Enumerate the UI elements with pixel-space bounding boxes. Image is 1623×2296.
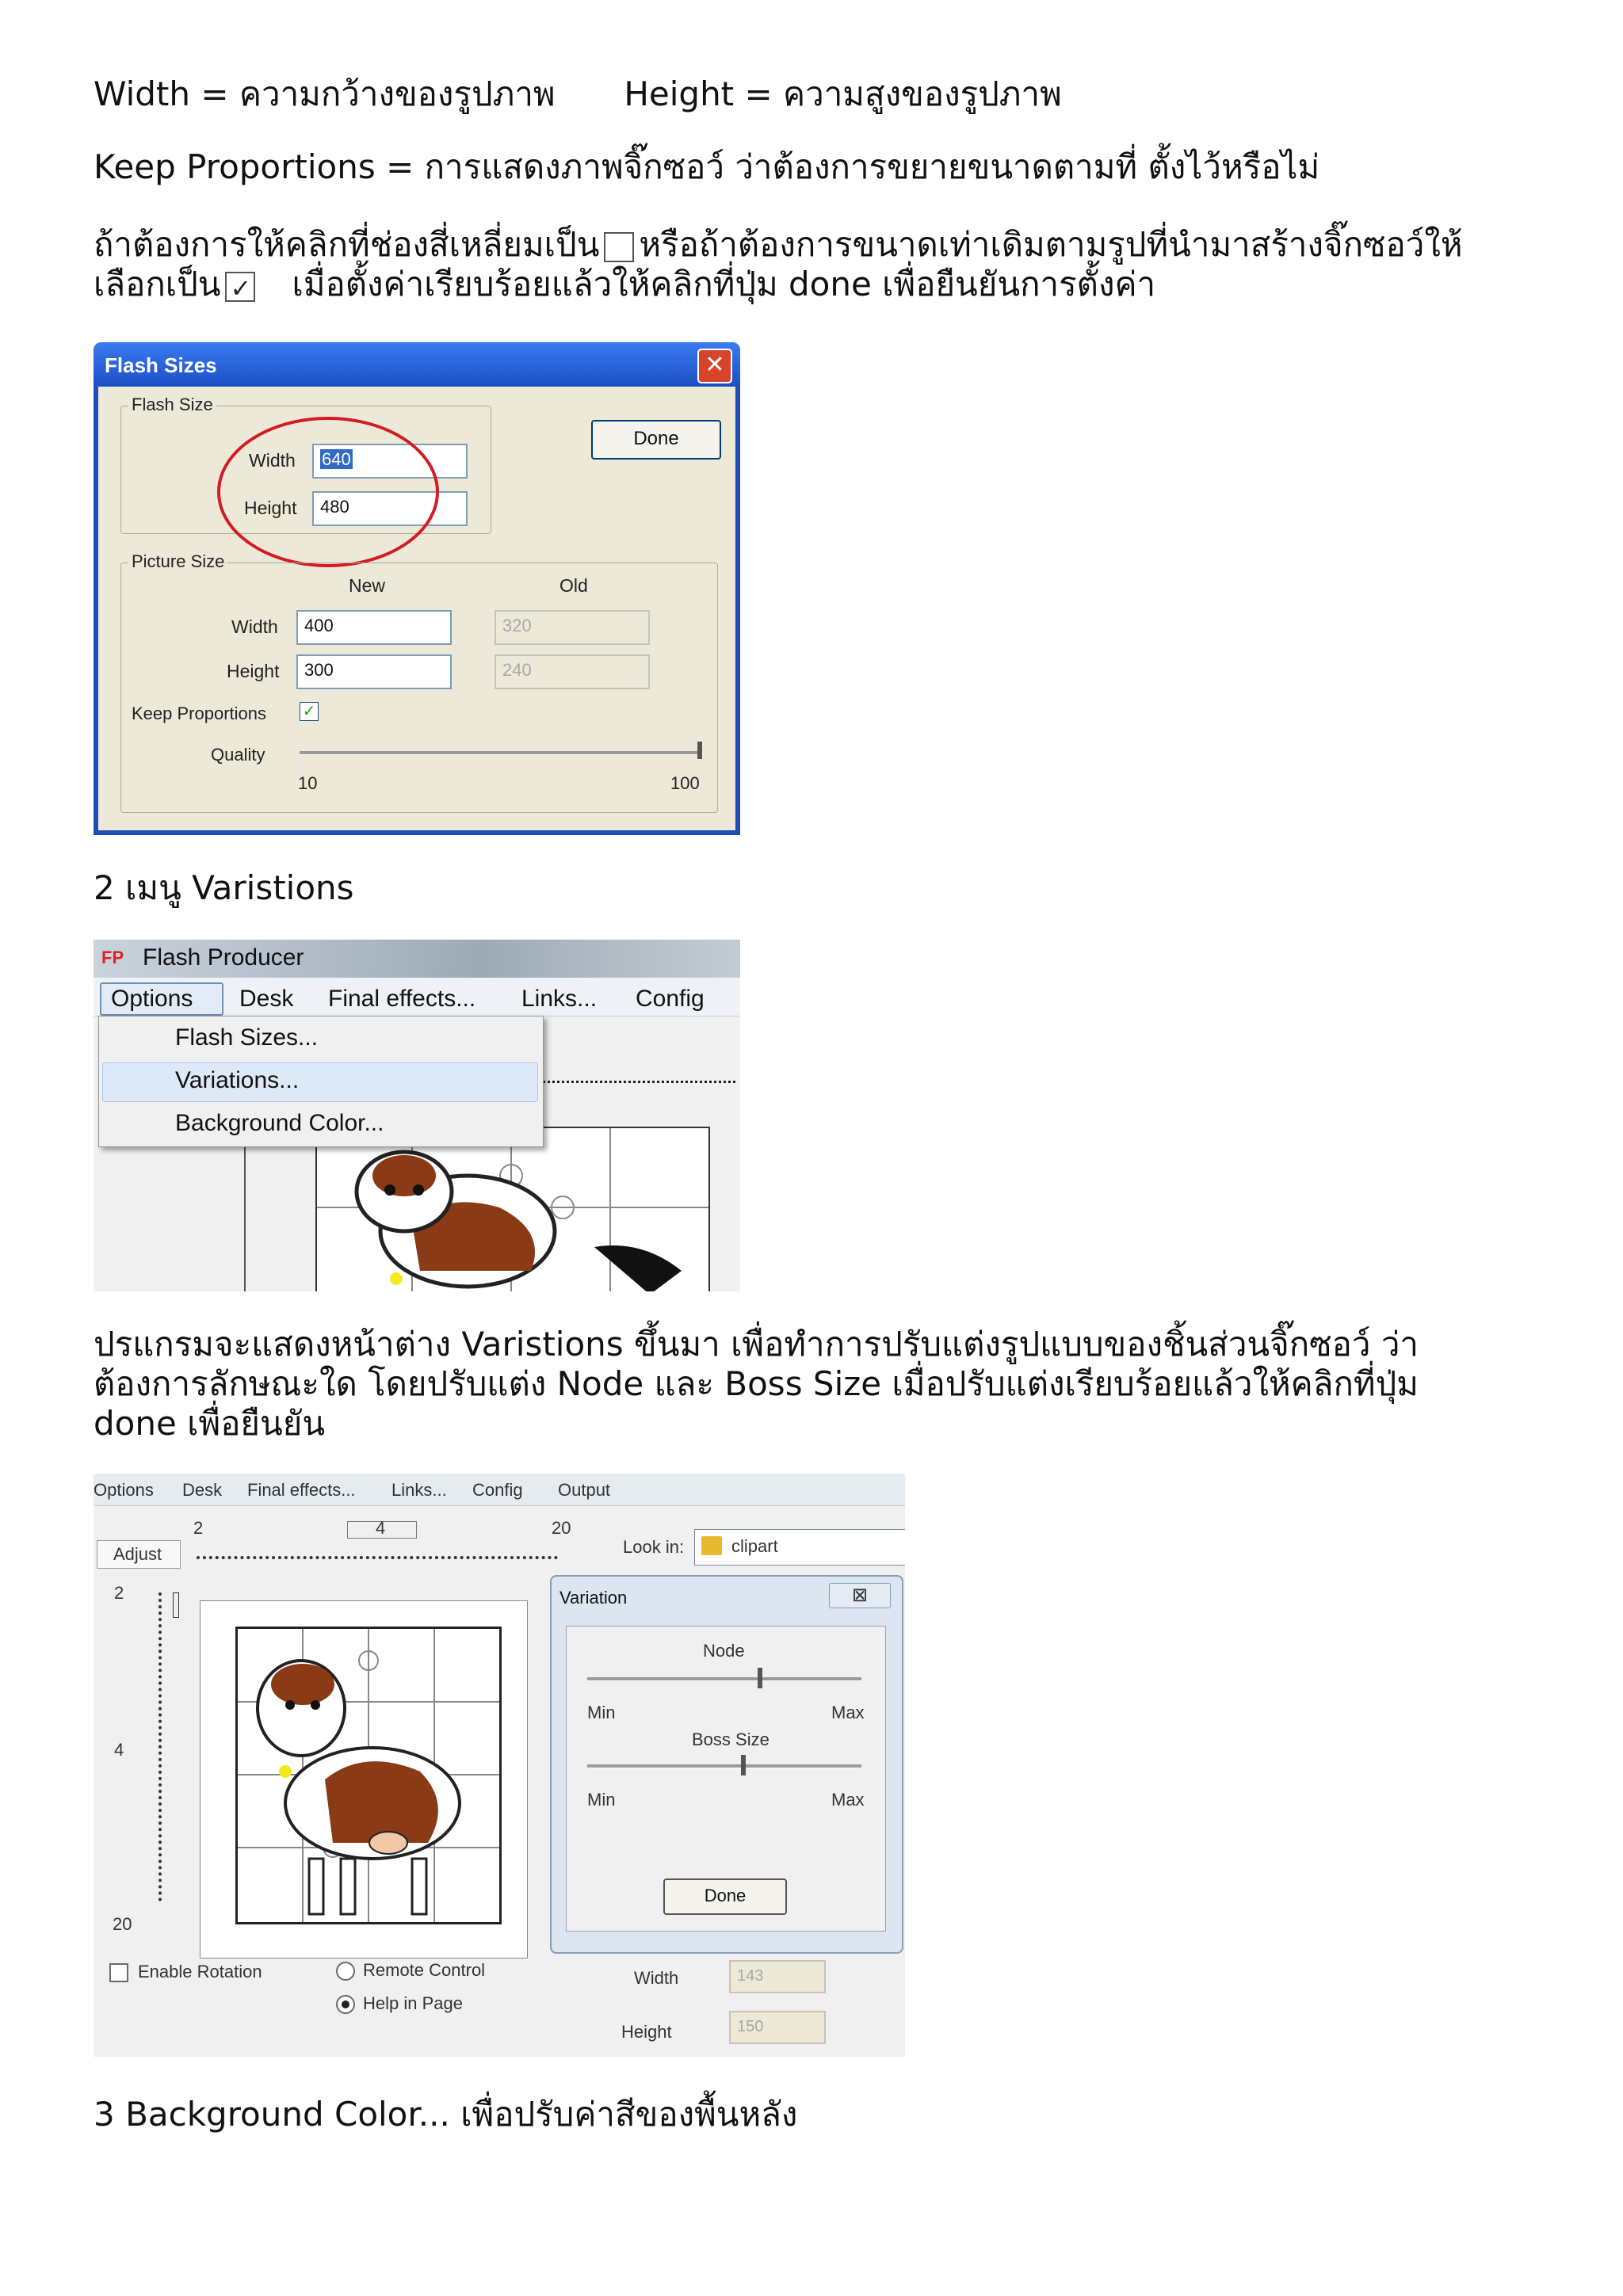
jigsaw-cow-image xyxy=(238,1629,499,1922)
old-column-header: Old xyxy=(559,575,588,596)
node-min-label: Min xyxy=(587,1703,616,1722)
ruler-tick: 2 xyxy=(193,1518,204,1538)
menu-desk[interactable]: Desk xyxy=(182,1480,223,1500)
quality-max-label: 100 xyxy=(670,773,700,793)
flash-sizes-screenshot xyxy=(94,342,740,835)
jigsaw-board xyxy=(235,1627,502,1924)
width-label: Width xyxy=(249,450,296,471)
app-logo-icon: FP xyxy=(101,948,124,967)
instruction-text: ถ้าต้องการให้คลิกที่ช่องสี่เหลี่ยมเป็น xyxy=(94,225,600,264)
section-heading-variations: 2 เมนู Varistions xyxy=(94,868,354,907)
paragraph-variation-line3: done เพื่อยืนยัน xyxy=(94,1404,326,1443)
menu-output[interactable]: Output xyxy=(558,1480,611,1500)
keep-proportions-label: Keep Proportions xyxy=(132,704,266,723)
quality-min-label: 10 xyxy=(298,773,318,793)
adjust-tab[interactable] xyxy=(97,1540,181,1569)
menu-item-background-color[interactable]: Background Color... xyxy=(175,1110,384,1136)
enable-rotation-checkbox[interactable] xyxy=(109,1963,128,1982)
height-field: 150 xyxy=(729,2011,826,2044)
ruler-tick: 20 xyxy=(552,1518,571,1538)
width-field: 143 xyxy=(729,1960,826,1993)
puzzle-frame xyxy=(200,1600,528,1958)
ruler xyxy=(537,1081,735,1085)
look-in-label: Look in: xyxy=(623,1537,685,1557)
boss-size-label: Boss Size xyxy=(692,1730,769,1749)
options-dropdown xyxy=(98,1016,544,1147)
menu-final-effects[interactable]: Final effects... xyxy=(328,986,476,1012)
dialog-titlebar xyxy=(94,342,740,387)
menu-final-effects[interactable]: Final effects... xyxy=(247,1480,356,1500)
instruction-text: เลือกเป็น xyxy=(94,265,221,303)
dialog-title: Flash Sizes xyxy=(105,353,217,377)
picture-height-old-field: 240 xyxy=(495,654,650,689)
width-label: Width xyxy=(634,1968,679,1988)
menu-screenshot xyxy=(94,940,740,1291)
node-max-label: Max xyxy=(831,1703,865,1722)
quality-slider-thumb[interactable] xyxy=(697,742,702,759)
jigsaw-preview xyxy=(315,1127,710,1291)
paragraph-width-height xyxy=(94,74,1062,114)
ruler-horizontal xyxy=(197,1556,558,1561)
menu-item-flash-sizes[interactable]: Flash Sizes... xyxy=(175,1024,319,1051)
jigsaw-cow-image xyxy=(317,1128,708,1291)
selected-text: 640 xyxy=(322,449,351,469)
picture-width-new-input[interactable]: 400 xyxy=(296,610,452,645)
group-label: Flash Size xyxy=(128,395,216,415)
menu-desk[interactable]: Desk xyxy=(239,986,294,1012)
highlight-circle xyxy=(217,417,439,567)
boss-size-slider-thumb[interactable] xyxy=(741,1755,746,1775)
help-in-page-radio[interactable] xyxy=(336,1995,355,2014)
quality-label: Quality xyxy=(211,745,265,765)
ruler-vertical xyxy=(158,1592,163,1901)
variation-screenshot xyxy=(94,1474,905,2057)
paragraph-instructions-line1 xyxy=(94,225,1463,265)
dialog-body xyxy=(98,387,735,830)
picture-height-new-input[interactable]: 300 xyxy=(296,654,452,689)
instruction-text: เมื่อตั้งค่าเรียบร้อยแล้วให้คลิกที่ปุ่ม done เพื่อยืนยันการตั้งค่า xyxy=(292,265,1156,303)
quality-slider[interactable] xyxy=(300,751,702,755)
look-in-select[interactable] xyxy=(694,1529,905,1566)
paragraph-variation-line1: ปรแกรมจะแสดงหน้าต่าง Varistions ขึ้นมา เพื่อทำการปรับแต่งรูปแบบของชิ้นส่วนจิ๊กซอว์ ว่า xyxy=(94,1325,1419,1363)
picture-height-label: Height xyxy=(227,661,280,681)
new-column-header: New xyxy=(349,575,386,596)
close-icon[interactable]: ⊠ xyxy=(829,1583,891,1608)
boss-max-label: Max xyxy=(831,1790,865,1810)
help-in-page-label: Help in Page xyxy=(363,1993,463,2013)
ruler-vertical xyxy=(212,1146,246,1291)
look-in-value: clipart xyxy=(731,1536,778,1556)
picture-width-label: Width xyxy=(231,616,278,637)
height-label: Height xyxy=(621,2022,672,2042)
node-slider-thumb[interactable] xyxy=(758,1668,762,1688)
adjust-label: Adjust xyxy=(113,1544,162,1564)
instruction-text: หรือถ้าต้องการขนาดเท่าเดิมตามรูปที่นำมาสร้างจิ๊กซอว์ให้ xyxy=(639,225,1463,264)
menu-links[interactable]: Links... xyxy=(391,1480,447,1500)
height-label: Height xyxy=(244,498,297,518)
ruler-tick: 20 xyxy=(113,1914,132,1934)
paragraph-variation-line2: ต้องการลักษณะใด โดยปรับแต่ง Node และ Boss Size เมื่อปรับแต่งเรียบร้อยแล้วให้คลิกที่ปุ่ม xyxy=(94,1364,1419,1403)
variation-dialog xyxy=(550,1575,903,1954)
ruler-tick: 4 xyxy=(376,1518,386,1538)
boss-size-slider[interactable] xyxy=(587,1764,861,1768)
app-title: Flash Producer xyxy=(143,944,304,971)
close-icon[interactable]: ✕ xyxy=(697,349,732,383)
highlight-bar xyxy=(102,1062,538,1102)
paragraph-instructions-line2 xyxy=(94,265,1155,304)
menu-options[interactable]: Options xyxy=(94,1480,154,1500)
node-label: Node xyxy=(703,1641,745,1661)
menu-options[interactable]: Options xyxy=(111,986,193,1012)
variation-dialog-title: Variation xyxy=(559,1588,628,1608)
ruler-tick: 2 xyxy=(114,1583,124,1603)
done-button[interactable]: Done xyxy=(591,420,721,460)
menu-config[interactable]: Config xyxy=(472,1480,523,1500)
section-heading-background-color: 3 Background Color... เพื่อปรับค่าสีของพื้นหลัง xyxy=(94,2095,798,2134)
remote-control-label: Remote Control xyxy=(363,1960,486,1980)
paragraph-keep-proportions: Keep Proportions = การแสดงภาพจิ๊กซอว์ ว่าต้องการขยายขนาดตามที่ ตั้งไว้หรือไม่ xyxy=(94,147,1320,186)
variation-done-button[interactable]: Done xyxy=(663,1878,787,1915)
keep-proportions-checkbox[interactable]: ✓ xyxy=(300,702,319,721)
picture-width-old-field: 320 xyxy=(495,610,650,645)
boss-min-label: Min xyxy=(587,1790,616,1810)
ruler-vertical-marker xyxy=(173,1592,179,1618)
menu-config[interactable]: Config xyxy=(636,986,705,1012)
checked-box-icon xyxy=(225,272,255,302)
enable-rotation-label: Enable Rotation xyxy=(138,1962,262,1981)
flash-height-input[interactable]: 480 xyxy=(312,491,468,526)
width-definition: Width = ความกว้างของรูปภาพ xyxy=(94,74,556,113)
height-definition: Height = ความสูงของรูปภาพ xyxy=(624,74,1062,113)
menu-links[interactable]: Links... xyxy=(521,986,598,1012)
folder-icon xyxy=(701,1536,722,1555)
remote-control-radio[interactable] xyxy=(336,1962,355,1981)
menu-item-variations[interactable]: Variations... xyxy=(175,1067,300,1093)
group-label: Picture Size xyxy=(128,551,227,572)
app-titlebar xyxy=(94,940,740,978)
variation-dialog-body xyxy=(566,1626,886,1932)
ruler-tick: 4 xyxy=(114,1740,124,1760)
unchecked-box-icon xyxy=(604,232,634,262)
node-slider[interactable] xyxy=(587,1677,861,1681)
